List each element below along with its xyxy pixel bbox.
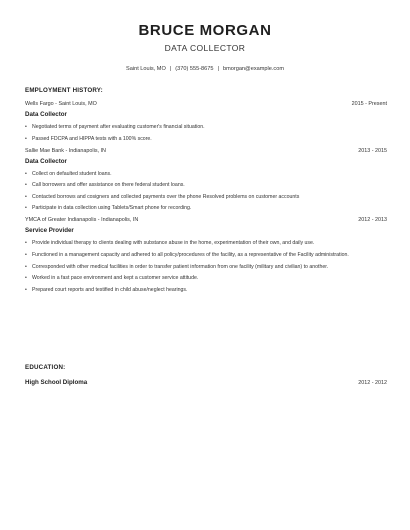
job-header	[25, 217, 387, 224]
job-entry	[25, 217, 387, 293]
contact-line	[0, 65, 410, 73]
job-bullet: • Negotiated terms of payment after evaluating customer's financial situation.	[25, 124, 387, 131]
education-heading: EDUCATION:	[25, 364, 66, 371]
candidate-title: DATA COLLECTOR	[164, 43, 246, 53]
contact-separator: |	[169, 66, 172, 72]
job-entry	[25, 101, 387, 143]
job-bullet: • Passed FDCPA and HIPPA tests with a 100% score.	[25, 136, 387, 143]
job-bullet: • Corresponded with other medical facilities in order to transfer patient information from one facility (military and civilian) to another.	[25, 264, 387, 271]
job-bullet: • Participate in data collection using Tablets/Smart phone for recording.	[25, 205, 387, 212]
job-header	[25, 148, 387, 155]
education-degree: High School Diploma	[25, 379, 88, 386]
job-entry	[25, 148, 387, 213]
education-section	[25, 364, 387, 386]
contact-location: Saint Louis, MO	[126, 66, 166, 72]
contact-email: bmorgan@example.com	[222, 66, 284, 72]
job-bullet: • Functioned in a management capacity and adhered to all policy/procedures of the facility, as a representative of the Facility administration.	[25, 252, 387, 259]
job-bullets	[25, 124, 387, 143]
job-bullet: • Prepared court reports and testified in child abuse/neglect hearings.	[25, 287, 387, 294]
job-role: Data Collector	[25, 111, 67, 118]
resume-header	[0, 0, 410, 73]
contact-separator: |	[217, 66, 219, 72]
employment-heading: EMPLOYMENT HISTORY:	[25, 87, 103, 94]
job-bullets	[25, 171, 387, 213]
contact-phone: (370) 555-8675	[175, 66, 214, 72]
job-bullet: • Contacted borrows and cosigners and collected payments over the phone Resolved problems on customer accounts	[25, 194, 387, 201]
job-dates: 2012 - 2013	[358, 217, 387, 224]
education-dates: 2012 - 2012	[358, 380, 387, 386]
employment-section	[25, 87, 387, 298]
candidate-name: BRUCE MORGAN	[138, 22, 272, 39]
job-dates: 2015 - Present	[351, 101, 387, 107]
job-company: Wells Fargo - Saint Louis, MO	[25, 101, 97, 107]
education-entry	[25, 379, 387, 386]
job-dates: 2013 - 2015	[358, 147, 387, 154]
job-bullet: • Worked in a fast pace environment and kept a customer service attitude.	[25, 275, 387, 282]
job-company: YMCA of Greater Indianapolis - Indianapolis, IN	[25, 217, 139, 224]
job-role: Service Provider	[25, 227, 74, 235]
job-bullet: • Collect on defaulted student loans.	[25, 171, 387, 178]
job-header	[25, 101, 387, 108]
job-role: Data Collector	[25, 157, 67, 165]
job-bullet: • Provide individual therapy to clients dealing with substance abuse in the home, experimentation of their own, and daily use.	[25, 240, 387, 247]
job-company: Sallie Mae Bank - Indianapolis, IN	[25, 147, 106, 154]
job-bullets	[25, 240, 387, 293]
job-bullet: • Call borrowers and offer assistance on there federal student loans.	[25, 182, 387, 189]
